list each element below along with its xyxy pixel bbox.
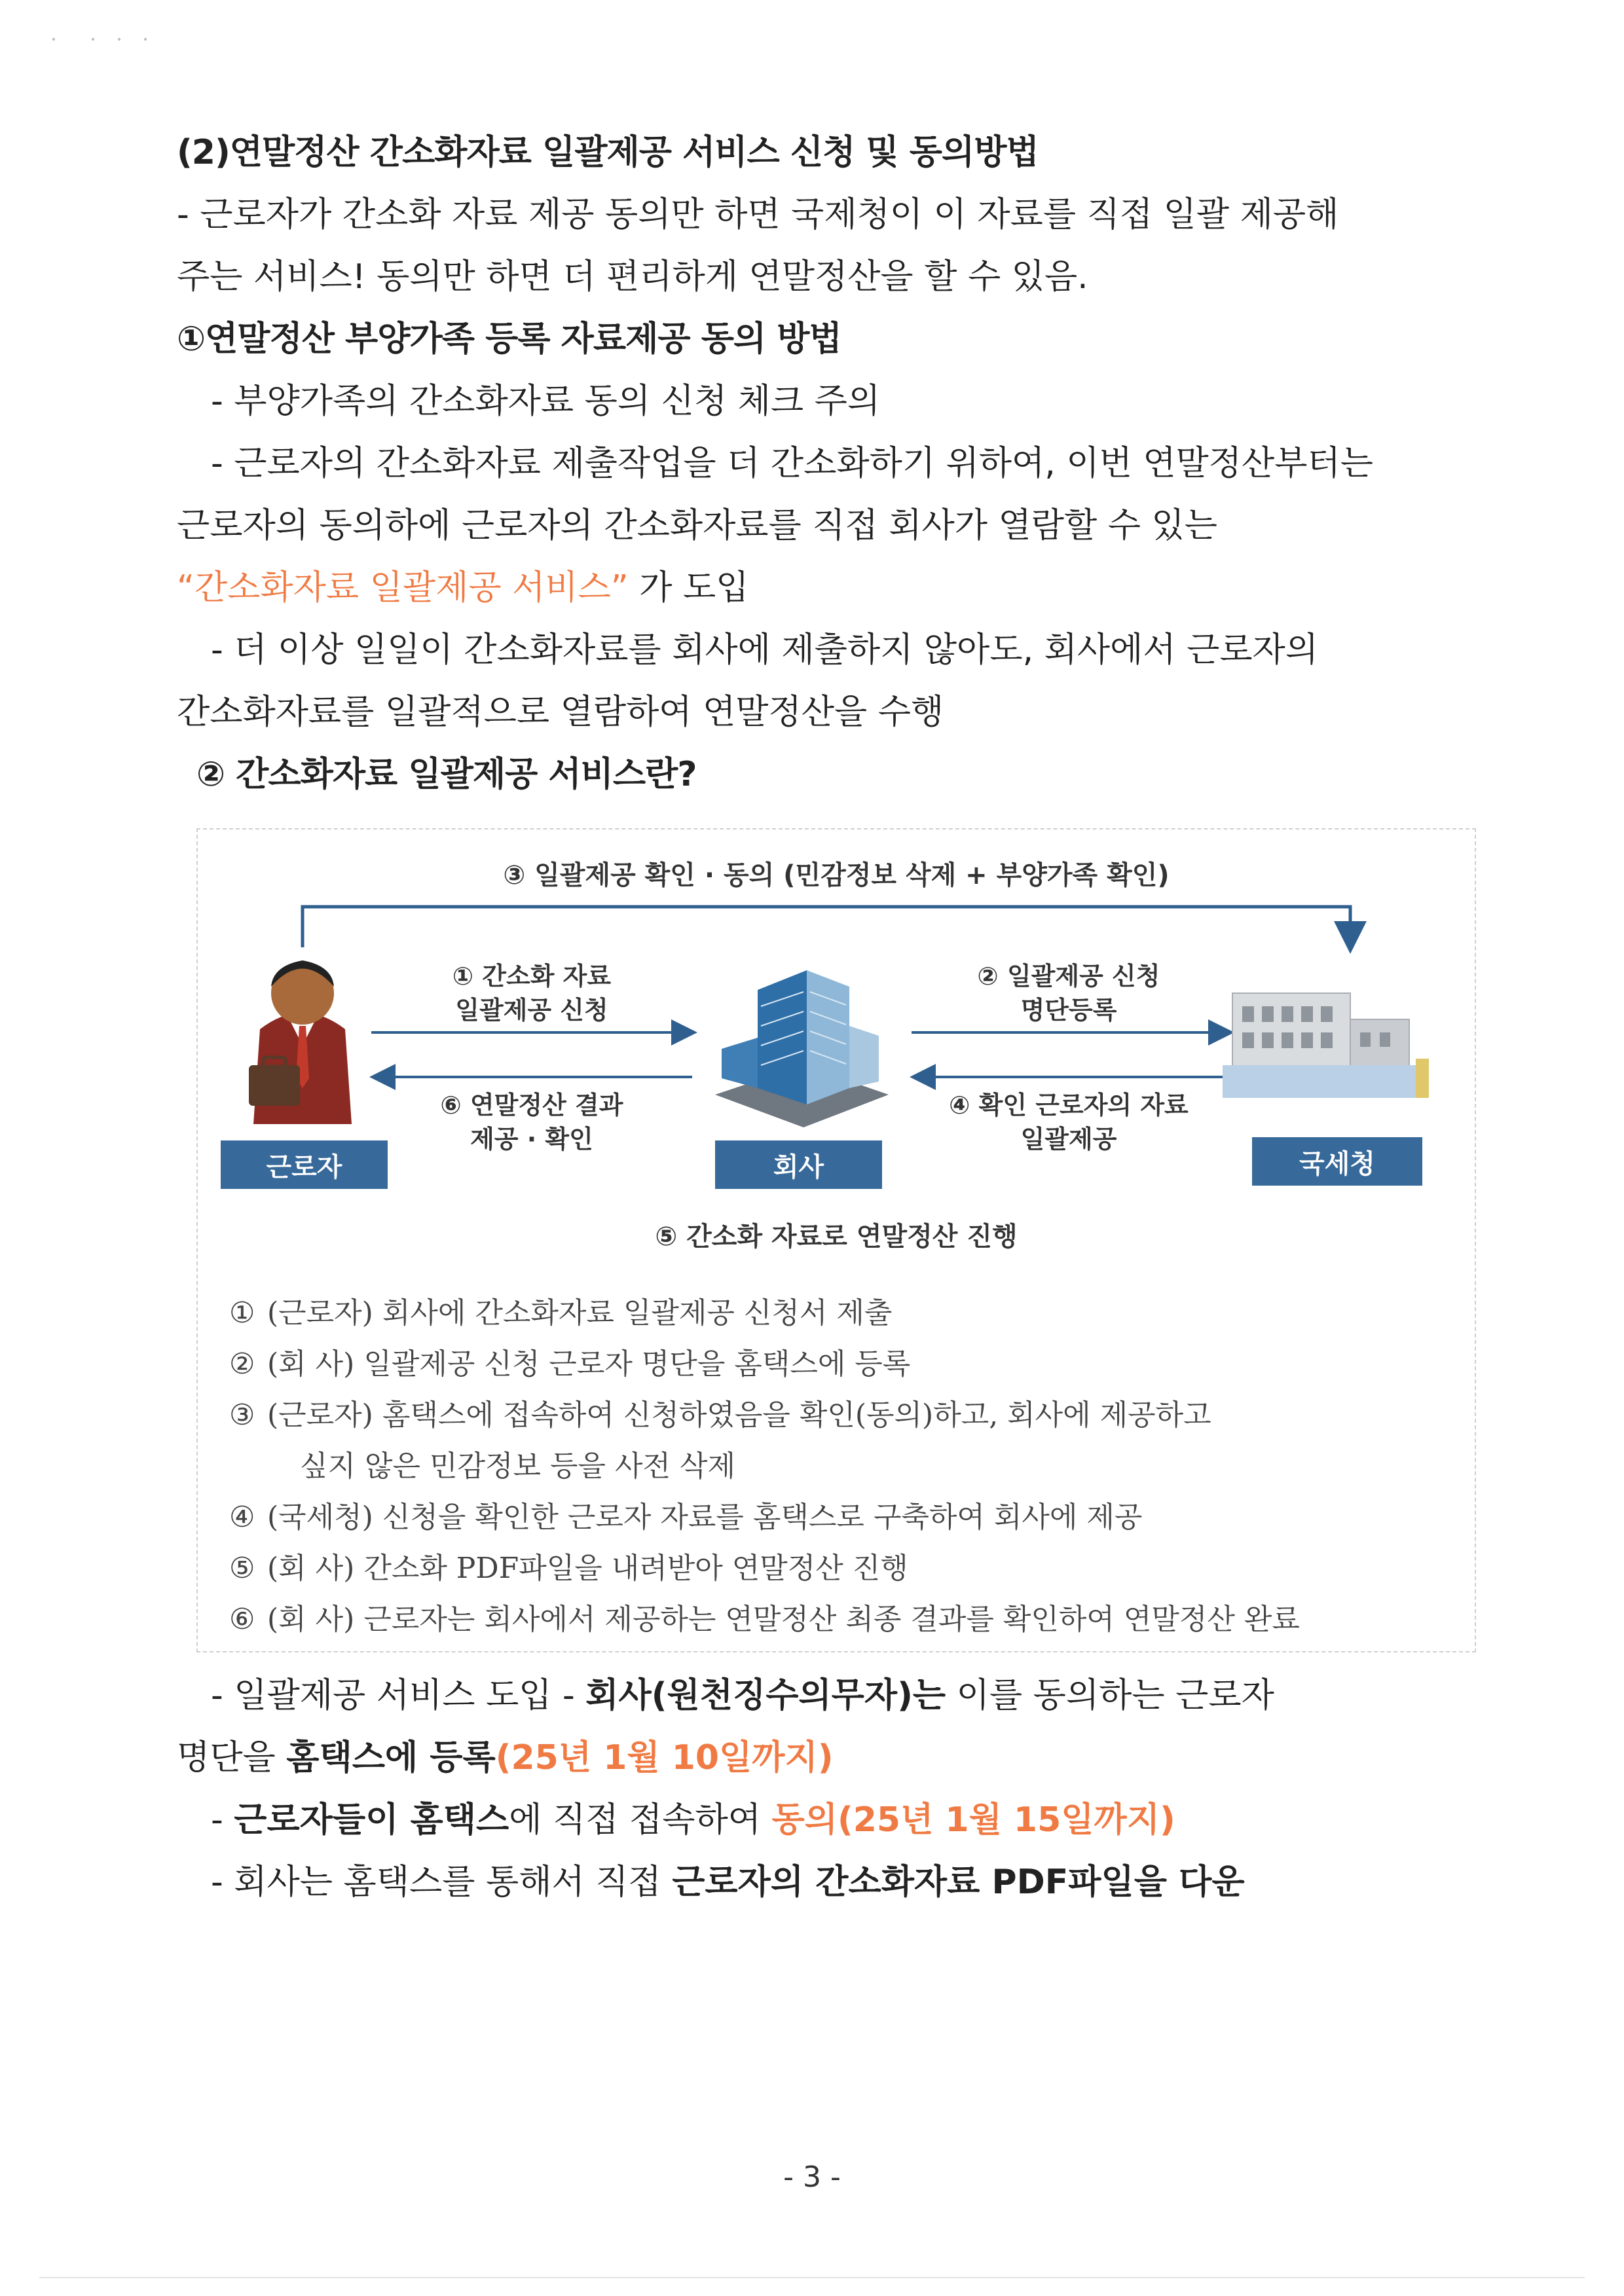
after-line-1 <box>211 1673 1274 1719</box>
flow-1-label <box>381 959 682 1027</box>
service-flow-figure <box>196 828 1476 1652</box>
step-item <box>229 1339 1460 1390</box>
after-l2-b: 홈택스에 등록 <box>286 1738 496 1777</box>
after-l1-b: 회사(원천징수의무자)는 <box>585 1676 946 1715</box>
flow-1-line-1: ① 간소화 자료 <box>452 962 612 991</box>
section-title: (2)연말정산 간소화자료 일괄제공 서비스 신청 및 동의방법 <box>177 133 1039 172</box>
role-nts: 국세청 <box>1252 1137 1422 1186</box>
after-l4-b: 근로자의 간소화자료 PDF파일을 다운 <box>672 1863 1245 1902</box>
bottom-rule <box>39 2277 1585 2278</box>
intro-line-2: 주는 서비스! 동의만 하면 더 편리하게 연말정산을 할 수 있음. <box>177 257 1088 297</box>
flow-arrows <box>198 829 1475 1281</box>
step-list <box>229 1288 1460 1645</box>
step-number: ⑥ <box>229 1603 255 1636</box>
scan-marks <box>52 33 183 46</box>
step-number: ① <box>229 1296 255 1330</box>
sub1-line-1: - 부양가족의 간소화자료 동의 신청 체크 주의 <box>211 382 881 421</box>
step-item <box>229 1594 1460 1645</box>
step-item <box>229 1288 1460 1339</box>
role-worker: 근로자 <box>221 1140 388 1189</box>
sub1-more-line-2: 간소화자료를 일괄적으로 열람하여 연말정산을 수행 <box>177 693 944 732</box>
step-item <box>229 1390 1460 1441</box>
service-name: “간소화자료 일괄제공 서비스” <box>177 568 629 608</box>
step-text: (근로자) 홈택스에 접속하여 신청하였음을 확인(동의)하고, 회사에 제공하고 <box>267 1398 1211 1432</box>
flow-2-line-2: 명단등록 <box>1020 996 1117 1025</box>
worker-person-icon <box>249 960 352 1124</box>
step-number: ③ <box>229 1398 255 1432</box>
after-l4-a: - 회사는 홈택스를 통해서 직접 <box>211 1863 673 1902</box>
after-l1-c: 이를 동의하는 근로자 <box>946 1676 1274 1715</box>
step-text: (국세청) 신청을 확인한 근로자 자료를 홈택스로 구축하여 회사에 제공 <box>267 1501 1143 1534</box>
flow-6-line-1: ⑥ 연말정산 결과 <box>440 1091 623 1120</box>
flow-6-line-2: 제공 · 확인 <box>470 1125 593 1154</box>
nts-building-icon <box>1223 993 1429 1098</box>
after-line-2 <box>177 1735 834 1781</box>
top-flow-label: ③ 일괄제공 확인 · 동의 (민감정보 삭제 + 부양가족 확인) <box>503 860 1170 890</box>
role-company: 회사 <box>715 1140 882 1189</box>
flow-2-label <box>912 959 1226 1027</box>
top-flow-arrow <box>303 907 1350 947</box>
company-building-icon <box>715 970 889 1127</box>
step-text: (회 사) 간소화 PDF파일을 내려받아 연말정산 진행 <box>267 1552 908 1585</box>
after-l3-c: 에 직접 접속하여 <box>509 1800 772 1840</box>
step-item <box>229 1543 1460 1594</box>
sub1-line-3: 근로자의 동의하에 근로자의 간소화자료를 직접 회사가 열람할 수 있는 <box>177 506 1217 545</box>
service-suffix: 가 도입 <box>628 568 749 608</box>
subsection-2-title: ② 간소화자료 일괄제공 서비스란? <box>196 755 697 794</box>
after-line-3 <box>211 1797 1175 1843</box>
after-l1-a: - 일괄제공 서비스 도입 - <box>211 1676 586 1715</box>
step-number: ⑤ <box>229 1552 255 1585</box>
step-text: (회 사) 일괄제공 신청 근로자 명단을 홈택스에 등록 <box>267 1347 911 1381</box>
after-l2-a: 명단을 <box>177 1738 287 1777</box>
step-item-continuation <box>229 1441 1460 1492</box>
intro-line-1: - 근로자가 간소화 자료 제공 동의만 하면 국제청이 이 자료를 직접 일괄 제공해 <box>177 195 1339 234</box>
after-l2-c: (25년 1월 10일까지) <box>495 1738 834 1777</box>
step-number: ④ <box>229 1501 255 1534</box>
subsection-1-title: ①연말정산 부양가족 등록 자료제공 동의 방법 <box>177 319 841 359</box>
sub1-line-2: - 근로자의 간소화자료 제출작업을 더 간소화하기 위하여, 이번 연말정산부터는 <box>211 444 1373 483</box>
after-line-4 <box>211 1859 1245 1905</box>
step-text: (회 사) 근로자는 회사에서 제공하는 연말정산 최종 결과를 확인하여 연말정산 완료 <box>267 1603 1300 1636</box>
flow-4-line-2: 일괄제공 <box>1020 1125 1117 1154</box>
flow-4-label <box>912 1088 1226 1156</box>
service-intro-line <box>177 565 749 611</box>
step-number: ② <box>229 1347 255 1381</box>
bottom-flow-label: ⑤ 간소화 자료로 연말정산 진행 <box>655 1222 1018 1252</box>
step-text: 싶지 않은 민감정보 등을 사전 삭제 <box>300 1449 735 1483</box>
page-number: - 3 - <box>783 2160 841 2194</box>
flow-4-line-1: ④ 확인 근로자의 자료 <box>949 1091 1189 1120</box>
after-l3-d: 동의(25년 1월 15일까지) <box>771 1800 1175 1840</box>
flow-1-line-2: 일괄제공 신청 <box>455 996 608 1025</box>
flow-2-line-1: ② 일괄제공 신청 <box>977 962 1160 991</box>
step-item <box>229 1492 1460 1543</box>
sub1-more-line-1: - 더 이상 일일이 간소화자료를 회사에 제출하지 않아도, 회사에서 근로자의 <box>211 630 1319 670</box>
flow-diagram <box>198 829 1475 1281</box>
flow-6-label <box>381 1088 682 1156</box>
after-l3-a: - <box>211 1800 234 1840</box>
after-l3-b: 근로자들이 홈택스 <box>234 1800 509 1840</box>
step-text: (근로자) 회사에 간소화자료 일괄제공 신청서 제출 <box>267 1296 893 1330</box>
